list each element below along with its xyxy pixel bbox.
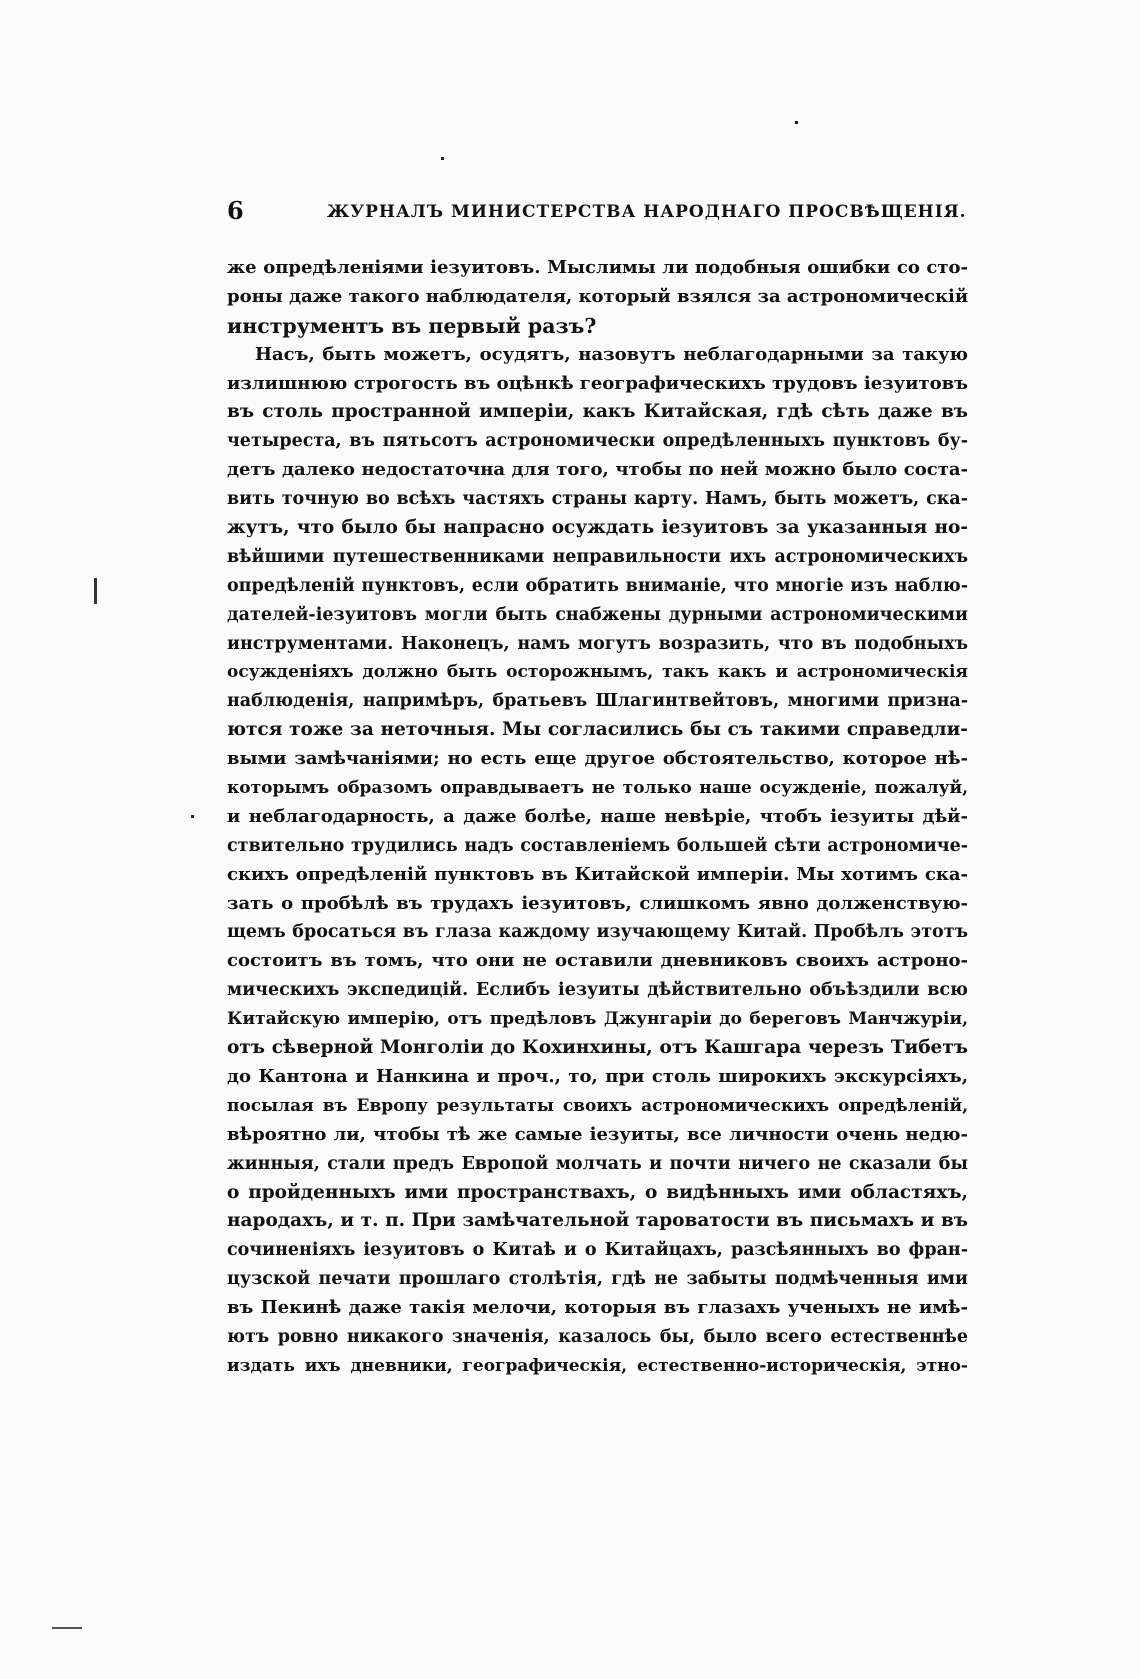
text-line: вѣроятно ли, чтобы тѣ же самые іезуиты, все личности очень недю-: [227, 1123, 968, 1145]
text-line: опредѣленій пунктовъ, если обратить вниманіе, что многіе изъ наблю-: [227, 575, 968, 596]
text-line: детъ далеко недостаточна для того, чтобы по ней можно было соста-: [227, 459, 968, 481]
text-line: осужденіяхъ должно быть осторожнымъ, такъ какъ и астрономическія: [227, 662, 968, 683]
text-line: до Кантона и Нанкина и проч., то, при столь широкихъ экскурсіяхъ,: [227, 1065, 968, 1087]
text-line: четыреста, въ пятьсотъ астрономически опредѣленныхъ пунктовъ бу-: [227, 431, 968, 452]
scan-speck: [441, 157, 444, 160]
text-line: же опредѣленіями іезуитовъ. Мыслимы ли подобныя ошибки со сто-: [227, 257, 968, 278]
text-line: сочиненіяхъ іезуитовъ о Китаѣ и о Китайцахъ, разсѣянныхъ во фран-: [227, 1240, 968, 1261]
text-line: инструментъ въ первый разъ?: [227, 313, 597, 338]
text-line: отъ сѣверной Монголіи до Кохинхины, отъ Кашгара черезъ Тибетъ: [227, 1037, 968, 1059]
page-header: [227, 196, 968, 230]
text-line: вить точную во всѣхъ частяхъ страны карту. Намъ, быть можетъ, ска-: [227, 489, 968, 510]
text-line: излишнюю строгость въ оцѣнкѣ географическихъ трудовъ іезуитовъ: [227, 372, 968, 394]
text-line: въ Пекинѣ даже такія мелочи, которыя въ глазахъ ученыхъ не имѣ-: [227, 1297, 968, 1319]
scan-speck: [795, 121, 798, 124]
text-line: о пройденныхъ ими пространствахъ, о видѣнныхъ ими областяхъ,: [227, 1181, 968, 1203]
text-line: зать о пробѣлѣ въ трудахъ іезуитовъ, слишкомъ явно долженствую-: [227, 892, 968, 914]
running-title: ЖУРНАЛЪ МИНИСТЕРСТВА НАРОДНАГО ПРОСВѢЩЕНІЯ.: [327, 202, 967, 222]
text-line: ствительно трудились надъ составленіемъ большей сѣти астрономиче-: [227, 835, 968, 856]
scan-edge-mark: [52, 1627, 82, 1629]
scan-speck: [191, 815, 194, 818]
text-line: выми замѣчаніями; но есть еще другое обстоятельство, которое нѣ-: [227, 748, 968, 770]
text-line: народахъ, и т. п. При замѣчательной тароватости въ письмахъ и въ: [227, 1210, 968, 1232]
text-line: и неблагодарность, а даже болѣе, наше невѣріе, чтобъ іезуиты дѣй-: [227, 805, 968, 827]
text-line: состоитъ въ томъ, что они не оставили дневниковъ своихъ астроно-: [227, 950, 968, 972]
text-line: Насъ, быть можетъ, осудятъ, назовутъ неблагодарными за такую: [255, 343, 968, 365]
text-line: которымъ образомъ оправдываетъ не только наше осужденіе, пожалуй,: [227, 778, 968, 799]
text-line: цузской печати прошлаго столѣтія, гдѣ не забыты подмѣченныя ими: [227, 1269, 968, 1290]
text-line: издать ихъ дневники, географическія, естественно-историческія, этно-: [227, 1355, 968, 1376]
text-line: мическихъ экспедицій. Еслибъ іезуиты дѣйствительно объѣздили всю: [227, 980, 968, 1001]
text-line: щемъ бросаться въ глаза каждому изучающему Китай. Пробѣлъ этотъ: [227, 922, 968, 943]
text-line: вѣйшими путешественниками неправильности ихъ астрономическихъ: [227, 546, 968, 567]
text-line: скихъ опредѣленій пунктовъ въ Китайской имперіи. Мы хотимъ ска-: [227, 863, 968, 885]
text-line: ютъ ровно никакого значенія, казалось бы, было всего естественнѣе: [227, 1326, 968, 1347]
text-line: наблюденія, напримѣръ, братьевъ Шлагинтвейтовъ, многими призна-: [227, 691, 968, 712]
margin-mark: [94, 578, 97, 604]
text-line: ются тоже за неточныя. Мы согласились бы съ такими справедли-: [227, 719, 968, 741]
text-line: въ столь пространной имперіи, какъ Китайская, гдѣ сѣть даже въ: [227, 401, 968, 423]
text-line: роны даже такого наблюдателя, который взялся за астрономическій: [227, 285, 968, 307]
text-line: инструментами. Наконецъ, намъ могутъ возразить, что въ подобныхъ: [227, 633, 968, 654]
page-number: 6: [227, 196, 244, 225]
text-line: жутъ, что было бы напрасно осуждать іезуитовъ за указанныя но-: [227, 517, 968, 539]
text-line: посылая въ Европу результаты своихъ астрономическихъ опредѣленій,: [227, 1095, 968, 1116]
text-line: Китайскую имперію, отъ предѣловъ Джунгаріи до береговъ Манчжуріи,: [227, 1009, 968, 1030]
text-line: дателей-іезуитовъ могли быть снабжены дурными астрономическими: [227, 604, 968, 625]
body-text: [227, 254, 968, 1381]
text-line: жинныя, стали предъ Европой молчать и почти ничего не сказали бы: [227, 1153, 968, 1174]
